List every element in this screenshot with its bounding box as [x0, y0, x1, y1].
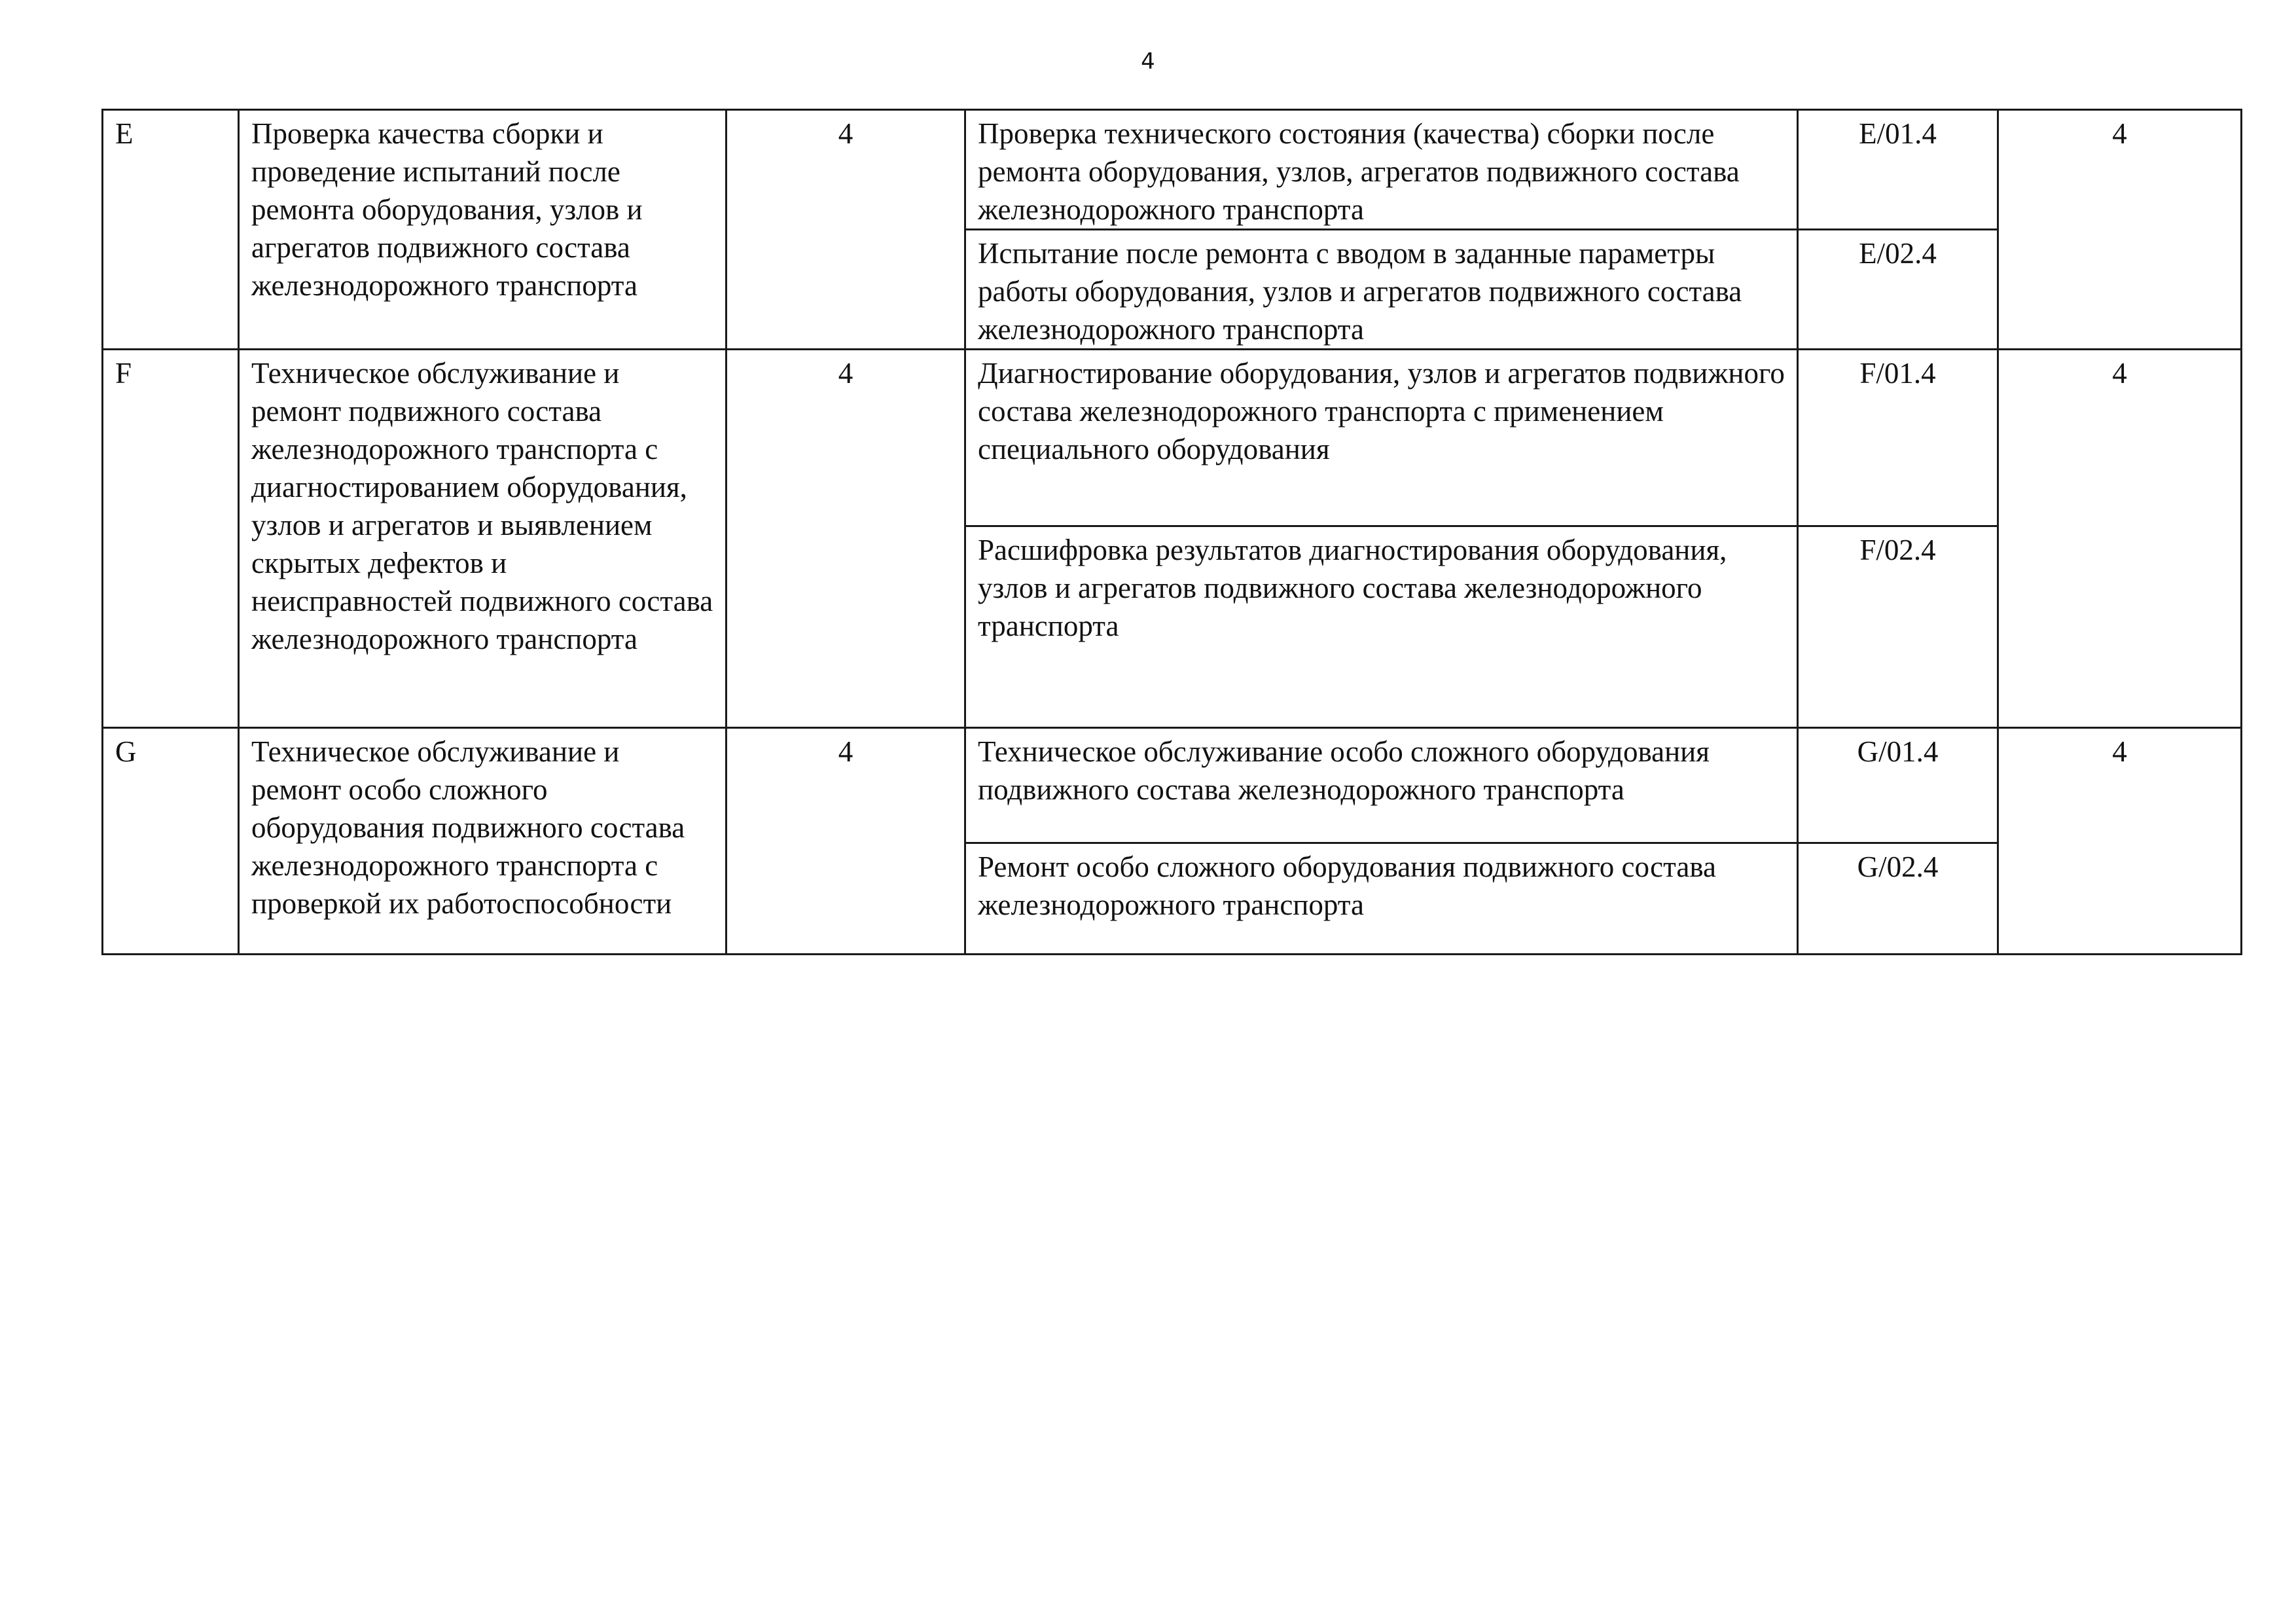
labor-function-code: G/02.4: [1798, 843, 1998, 955]
sublevel-qualification: 4: [1998, 728, 2242, 955]
labor-function-name: Диагностирование оборудования, узлов и агрегатов подвижного состава железнодорожного транспорта с применением специального оборудования: [965, 350, 1798, 526]
table-row: [103, 350, 2242, 526]
labor-function-code: G/01.4: [1798, 728, 1998, 843]
qualification-level: 4: [726, 728, 965, 955]
qualification-level: 4: [726, 350, 965, 728]
labor-function-code: E/01.4: [1798, 110, 1998, 230]
page-number: 4: [1141, 48, 1155, 75]
labor-function-code: F/01.4: [1798, 350, 1998, 526]
generalized-function-name: Техническое обслуживание и ремонт подвижного состава железнодорожного транспорта с диагностированием оборудования, узлов и агрегатов и выявлением скрытых дефектов и неисправностей подвижного состава железнодорожного транспорта: [239, 350, 726, 728]
labor-function-name: Техническое обслуживание особо сложного оборудования подвижного состава железнодорожного транспорта: [965, 728, 1798, 843]
generalized-function-code: E: [103, 110, 239, 350]
labor-function-name: Проверка технического состояния (качества) сборки после ремонта оборудования, узлов, агрегатов подвижного состава железнодорожного транспорта: [965, 110, 1798, 230]
generalized-function-code: F: [103, 350, 239, 728]
table-row: [103, 110, 2242, 230]
labor-function-name: Ремонт особо сложного оборудования подвижного состава железнодорожного транспорта: [965, 843, 1798, 955]
sublevel-qualification: 4: [1998, 110, 2242, 350]
sublevel-qualification: 4: [1998, 350, 2242, 728]
generalized-function-name: Техническое обслуживание и ремонт особо сложного оборудования подвижного состава железнодорожного транспорта с проверкой их работоспособности: [239, 728, 726, 955]
qualification-level: 4: [726, 110, 965, 350]
labor-function-code: F/02.4: [1798, 526, 1998, 728]
labor-function-code: E/02.4: [1798, 230, 1998, 350]
generalized-function-code: G: [103, 728, 239, 955]
labor-function-name: Расшифровка результатов диагностирования оборудования, узлов и агрегатов подвижного состава железнодорожного транспорта: [965, 526, 1798, 728]
table-row: [103, 728, 2242, 843]
generalized-functions-table: [101, 109, 2242, 955]
generalized-function-name: Проверка качества сборки и проведение испытаний после ремонта оборудования, узлов и агрегатов подвижного состава железнодорожного транспорта: [239, 110, 726, 350]
labor-function-name: Испытание после ремонта с вводом в заданные параметры работы оборудования, узлов и агрегатов подвижного состава железнодорожного транспорта: [965, 230, 1798, 350]
